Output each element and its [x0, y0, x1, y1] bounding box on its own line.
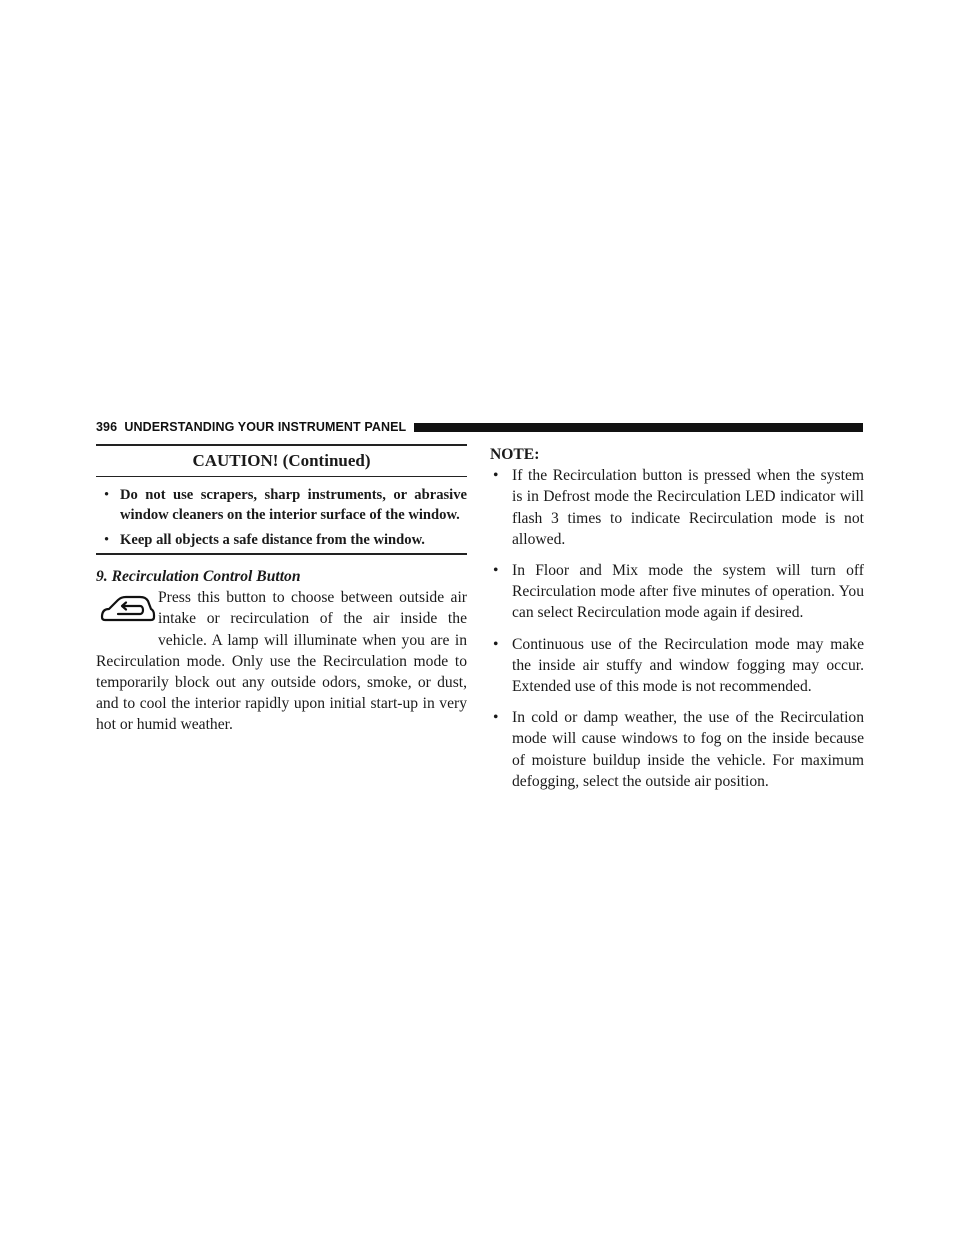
recirculation-section [96, 566, 467, 736]
section-title: UNDERSTANDING YOUR INSTRUMENT PANEL [124, 420, 407, 434]
note-item [490, 465, 864, 550]
note-item-text: In cold or damp weather, the use of the Recirculation mode will cause windows to fog on the inside because of moisture buildup inside the vehicle. For maximum defogging, select the outside air position. [512, 709, 864, 790]
bullet-icon: • [104, 532, 110, 548]
note-section [490, 444, 864, 802]
bullet-icon: • [493, 635, 499, 653]
caution-title: CAUTION! (Continued) [96, 446, 467, 477]
note-item-text: Continuous use of the Recirculation mode may make the inside air stuffy and window fogging may occur. Extended use of this mode is not recommended. [512, 635, 864, 696]
caution-box [96, 444, 467, 555]
section-heading: 9. Recirculation Control Button [96, 568, 301, 585]
note-item [490, 707, 864, 792]
caution-list [96, 477, 467, 550]
header-rule [414, 423, 863, 432]
note-item [490, 634, 864, 698]
bullet-icon: • [493, 709, 499, 727]
note-item-text: If the Recirculation button is pressed when the system is in Defrost mode the Recirculation LED indicator will flash 3 times to indicate Recirculation mode is not allowed. [512, 467, 864, 548]
caution-item-text: Keep all objects a safe distance from the window. [120, 532, 425, 548]
caution-item [96, 530, 467, 550]
note-item [490, 560, 864, 624]
recirculation-icon [96, 589, 158, 635]
header-text [96, 420, 406, 434]
bullet-icon: • [493, 467, 499, 485]
note-label: NOTE: [490, 446, 540, 463]
bullet-icon: • [493, 562, 499, 580]
note-item-text: In Floor and Mix mode the system will turn off Recirculation mode after five minutes of operation. You can select Recirculation mode again if desired. [512, 562, 864, 622]
section-body: Press this button to choose between outside air intake or recirculation of the air inside the vehicle. A lamp will illuminate when you are in Recirculation mode. Only use the Recirculation mode to temporarily block out any outside odors, smoke, or dust, and to cool the interior rapidly upon initial start-up in very hot or humid weather. [96, 589, 467, 734]
page-header [96, 418, 863, 436]
caution-item-text: Do not use scrapers, sharp instruments, or abrasive window cleaners on the interior surface of the window. [120, 487, 467, 523]
page-number: 396 [96, 420, 118, 434]
caution-item [96, 485, 467, 525]
bullet-icon: • [104, 487, 110, 503]
